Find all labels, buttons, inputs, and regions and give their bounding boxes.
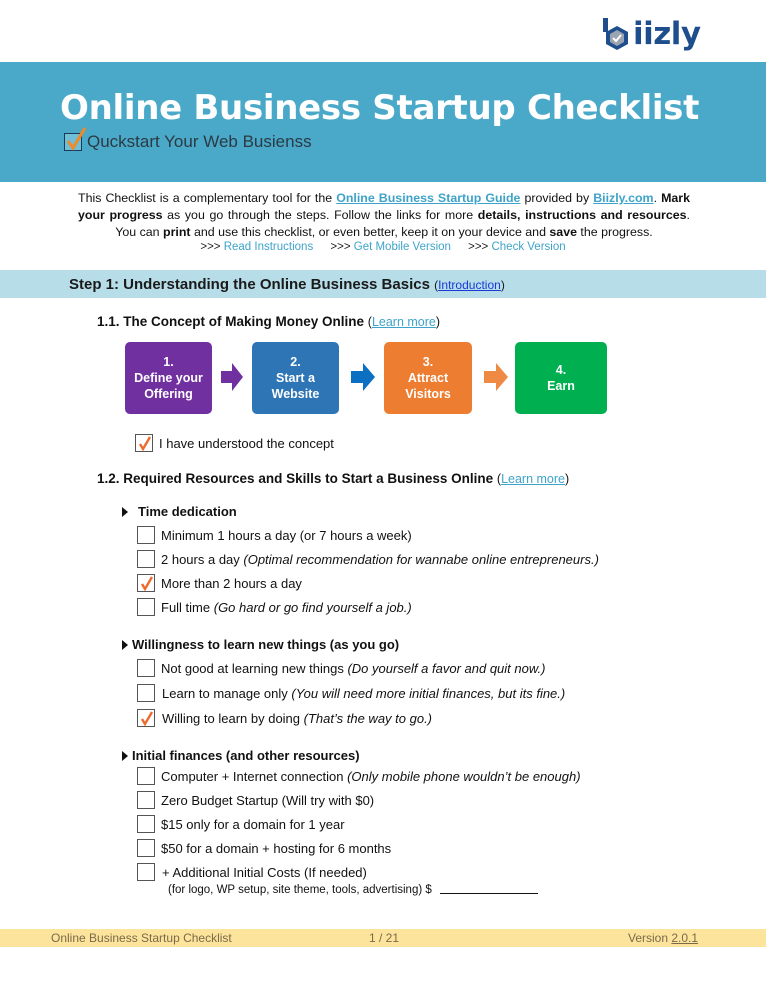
checkbox-full-time[interactable] [137, 598, 155, 616]
flow-label: Visitors [405, 387, 451, 401]
checkbox-learn-by-doing[interactable] [137, 709, 155, 727]
page-title: Online Business Startup Checklist [60, 88, 700, 128]
read-instructions-link[interactable]: Read Instructions [223, 241, 314, 253]
flow-step-3 [384, 342, 472, 414]
item-15-domain: $15 only for a domain for 1 year [161, 817, 345, 832]
flow-num: 2. [290, 355, 301, 369]
flow-label: Earn [547, 379, 575, 393]
checkbox-15-domain[interactable] [137, 815, 155, 833]
intro-bold: print [163, 225, 191, 239]
item-not-good-learning: Not good at learning new things (Do yourself a favor and quit now.) [161, 661, 546, 676]
item-computer-internet: Computer + Internet connection (Only mobile phone wouldn’t be enough) [161, 769, 581, 784]
intro-bold: details, instructions and resources [477, 208, 687, 222]
intro-bold: Mark your progress [78, 191, 690, 222]
triangle-right-icon [122, 751, 128, 761]
flow-step-4 [515, 342, 607, 414]
version-label: Version [628, 931, 672, 945]
link-prefix: >>> [468, 241, 492, 253]
introduction-link[interactable]: Introduction [438, 278, 501, 292]
triangle-right-icon [122, 507, 128, 517]
intro-paragraph [78, 190, 690, 241]
intro-links [0, 241, 766, 253]
item-2-hours: 2 hours a day (Optimal recommendation for wannabe online entrepreneurs.) [161, 552, 599, 567]
check-version-link[interactable]: Check Version [491, 241, 566, 253]
learn-more-link-1-1[interactable]: Learn more [371, 315, 436, 329]
intro-text: . [653, 191, 658, 205]
intro-text: as you go through the steps. Follow the links for more [162, 208, 478, 222]
checkbox-not-good-learning[interactable] [137, 659, 155, 677]
intro-text: the progress. [576, 225, 653, 239]
flow-label: Attract [407, 371, 449, 385]
item-learn-manage-only: Learn to manage only (You will need more initial finances, but its fine.) [162, 686, 566, 701]
item-zero-budget: Zero Budget Startup (Will try with $0) [161, 793, 375, 808]
footer-version [628, 931, 698, 945]
get-mobile-version-link[interactable]: Get Mobile Version [353, 241, 451, 253]
checkbox-learn-manage-only[interactable] [137, 684, 155, 702]
flow-label: Offering [144, 387, 193, 401]
flow-label: Start a [276, 371, 315, 385]
checkbox-more-than-2-hours[interactable] [137, 574, 155, 592]
logo-mark-icon [603, 18, 631, 50]
biizly-link[interactable]: Biizly.com [593, 191, 654, 205]
checkbox-2-hours[interactable] [137, 550, 155, 568]
intro-text: and use this checklist, or even better, keep it on your device and [190, 225, 550, 239]
checkbox-50-domain-hosting[interactable] [137, 839, 155, 857]
intro-text: This Checklist is a complementary tool for the [78, 191, 337, 205]
link-prefix: >>> [200, 241, 224, 253]
group-initial-finances [122, 748, 360, 763]
section-title-text: 1.2. Required Resources and Skills to Start a Business Online [97, 471, 497, 486]
title-banner [0, 62, 766, 182]
additional-costs-note: (for logo, WP setup, site theme, tools, advertising) $ [168, 884, 432, 896]
group-time-dedication [122, 504, 237, 519]
flow-num: 4. [555, 363, 567, 377]
checkbox-min-1-hour[interactable] [137, 526, 155, 544]
guide-link[interactable]: Online Business Startup Guide [336, 191, 521, 205]
group-heading: Time dedication [138, 504, 237, 519]
additional-costs-input[interactable] [440, 893, 538, 894]
checkbox-computer-internet[interactable] [137, 767, 155, 785]
item-full-time: Full time (Go hard or go find yourself a job.) [161, 600, 412, 615]
item-50-domain-hosting: $50 for a domain + hosting for 6 months [161, 841, 392, 856]
learn-more-link-1-2[interactable]: Learn more [501, 472, 565, 486]
flow-num: 3. [422, 355, 434, 369]
logo-text: iizly [633, 15, 701, 52]
link-prefix: >>> [330, 241, 354, 253]
checkbox-additional-costs[interactable] [137, 863, 155, 881]
group-heading: Initial finances (and other resources) [132, 748, 360, 763]
subtitle-text: Quckstart Your Web Busienss [87, 132, 312, 151]
footer-page-number: 1 / 21 [369, 931, 400, 945]
checkbox-zero-budget[interactable] [137, 791, 155, 809]
flow-label: Website [271, 387, 320, 401]
group-willingness [122, 637, 399, 652]
group-heading: Willingness to learn new things (as you go) [132, 637, 400, 652]
flow-step-1 [125, 342, 212, 414]
understood-concept-label: I have understood the concept [159, 436, 334, 451]
checkbox-check-icon [64, 133, 82, 151]
section-1-2-title: 1.2. Required Resources and Skills to Start a Business Online (Learn more) [97, 471, 570, 486]
footer-doc-title: Online Business Startup Checklist [51, 931, 232, 945]
biizly-logo[interactable] [603, 14, 701, 54]
page-footer [0, 929, 766, 947]
intro-bold: save [549, 225, 577, 239]
intro-text: . You can [115, 208, 690, 239]
item-additional-costs: + Additional Initial Costs (If needed) [162, 865, 367, 880]
triangle-right-icon [122, 640, 128, 650]
item-min-1-hour: Minimum 1 hours a day (or 7 hours a week) [161, 528, 412, 543]
understood-concept-checkbox[interactable] [135, 434, 153, 452]
flow-step-2 [252, 342, 339, 414]
step-1-header [0, 270, 766, 298]
section-1-1-title: 1.1. The Concept of Making Money Online (Learn more) [97, 314, 441, 329]
intro-text: provided by [520, 191, 594, 205]
item-more-than-2-hours: More than 2 hours a day [161, 576, 302, 591]
flow-label: Define your [134, 371, 203, 385]
version-link[interactable]: 2.0.1 [671, 931, 699, 945]
step-title-text: Step 1: Understanding the Online Business Basics [69, 276, 435, 293]
item-learn-by-doing: Willing to learn by doing (That’s the way to go.) [162, 711, 433, 726]
page-subtitle [64, 132, 312, 152]
section-title-text: 1.1. The Concept of Making Money Online [97, 314, 368, 329]
step-1-title: Step 1: Understanding the Online Business Basics (Introduction) [69, 276, 505, 293]
flow-num: 1. [163, 355, 174, 369]
